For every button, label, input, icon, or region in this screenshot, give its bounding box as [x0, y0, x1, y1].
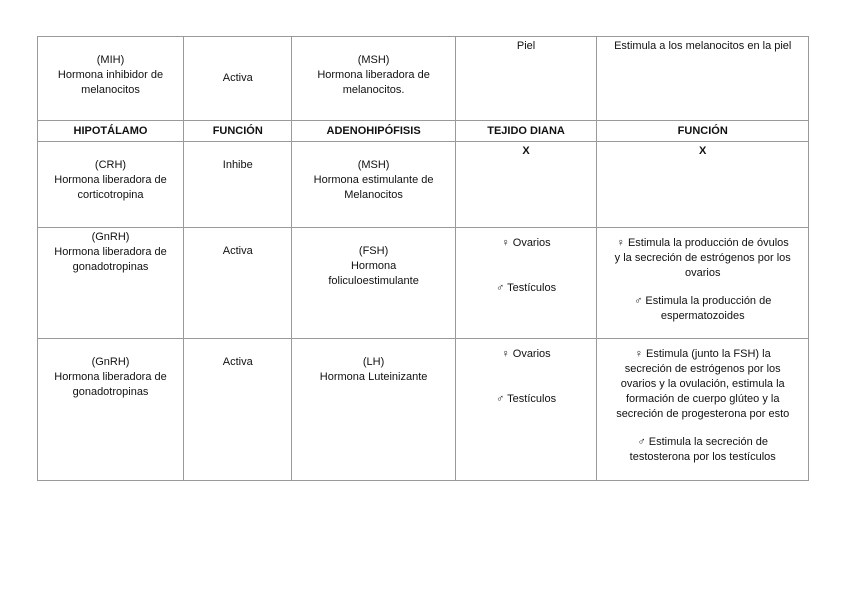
header-funcion: FUNCIÓN	[184, 121, 292, 142]
hormone-name: Hormona estimulante de	[313, 174, 434, 186]
hormone-name: gonadotropinas	[72, 261, 149, 273]
header-tejido-diana: TEJIDO DIANA	[455, 121, 597, 142]
header-funcion-2: FUNCIÓN	[597, 121, 809, 142]
adenohypophysis-cell	[292, 339, 455, 481]
target-function-line: y la secreción de estrógenos por los	[614, 252, 791, 264]
target-tissue-cell	[455, 228, 597, 339]
hormone-name: gonadotropinas	[72, 386, 149, 398]
header-row	[38, 121, 809, 142]
hormone-name: melanocitos	[81, 84, 140, 96]
table-row	[38, 339, 809, 481]
target-tissue-value: Piel	[516, 40, 536, 52]
hormone-name: foliculoestimulante	[328, 275, 419, 287]
hormone-abbr: (GnRH)	[91, 356, 130, 368]
table-row	[38, 142, 809, 228]
hormone-abbr: (MIH)	[96, 54, 125, 66]
hormone-abbr: (GnRH)	[91, 231, 130, 243]
hypothalamus-cell	[38, 228, 184, 339]
target-function-line: formación de cuerpo glúteo y la	[625, 393, 780, 405]
target-function-line: ovarios y la ovulación, estimula la	[620, 378, 785, 390]
function-value: Inhibe	[222, 159, 253, 171]
hormone-name: Hormona liberadora de	[54, 371, 167, 383]
hormone-table	[37, 36, 809, 481]
table-row	[38, 37, 809, 121]
target-tissue-value: X	[522, 145, 530, 157]
target-function-line: secreción de estrógenos por los	[624, 363, 781, 375]
target-function-cell	[597, 339, 809, 481]
hormone-name: Hormona	[350, 260, 397, 272]
target-tissue-male: ♂ Testículos	[496, 282, 557, 294]
header-adenohipofisis: ADENOHIPÓFISIS	[292, 121, 455, 142]
target-function-line: ♀ Estimula (junto la FSH) la	[634, 348, 771, 360]
function-cell	[184, 339, 292, 481]
adenohypophysis-cell	[292, 37, 455, 121]
target-function-line: ♀ Estimula la producción de óvulos	[616, 237, 789, 249]
hormone-name: Hormona liberadora de	[317, 69, 430, 81]
target-tissue-female: ♀ Ovarios	[501, 348, 551, 360]
function-cell	[184, 142, 292, 228]
function-cell	[184, 228, 292, 339]
hypothalamus-cell	[38, 339, 184, 481]
target-tissue-cell	[455, 37, 597, 121]
target-function-cell	[597, 37, 809, 121]
hypothalamus-cell	[38, 37, 184, 121]
target-tissue-cell	[455, 339, 597, 481]
function-value: Activa	[222, 245, 253, 257]
target-function-line: ♂ Estimula la secreción de	[637, 436, 768, 448]
target-tissue-female: ♀ Ovarios	[501, 237, 551, 249]
target-function-line: ♂ Estimula la producción de	[634, 295, 772, 307]
target-function-line: testosterona por los testículos	[629, 451, 776, 463]
hormone-name: Hormona liberadora de	[54, 246, 167, 258]
target-tissue-male: ♂ Testículos	[496, 393, 557, 405]
target-tissue-cell	[455, 142, 597, 228]
hormone-abbr: (FSH)	[358, 245, 389, 257]
target-function-value: X	[699, 145, 707, 157]
function-value: Activa	[222, 356, 253, 368]
target-function-line: ovarios	[684, 267, 721, 279]
function-cell	[184, 37, 292, 121]
hormone-abbr: (LH)	[362, 356, 385, 368]
adenohypophysis-cell	[292, 228, 455, 339]
target-function-line: secreción de progesterona por esto	[616, 408, 790, 420]
hormone-name: Hormona inhibidor de	[57, 69, 164, 81]
target-function-line: espermatozoides	[660, 310, 745, 322]
hormone-name: Hormona liberadora de	[54, 174, 167, 186]
target-function-value: Estimula a los melanocitos en la piel	[614, 40, 792, 52]
hormone-name: Hormona Luteinizante	[319, 371, 428, 383]
hormone-abbr: (CRH)	[94, 159, 127, 171]
hypothalamus-cell	[38, 142, 184, 228]
table-row	[38, 228, 809, 339]
target-function-cell	[597, 228, 809, 339]
hormone-name: Melanocitos	[344, 189, 403, 201]
hormone-name: corticotropina	[77, 189, 144, 201]
hormone-abbr: (MSH)	[357, 159, 390, 171]
adenohypophysis-cell	[292, 142, 455, 228]
function-value: Activa	[222, 72, 253, 84]
hormone-abbr: (MSH)	[357, 54, 390, 66]
header-hipotalamo: HIPOTÁLAMO	[38, 121, 184, 142]
hormone-name: melanocitos.	[342, 84, 405, 96]
target-function-cell	[597, 142, 809, 228]
